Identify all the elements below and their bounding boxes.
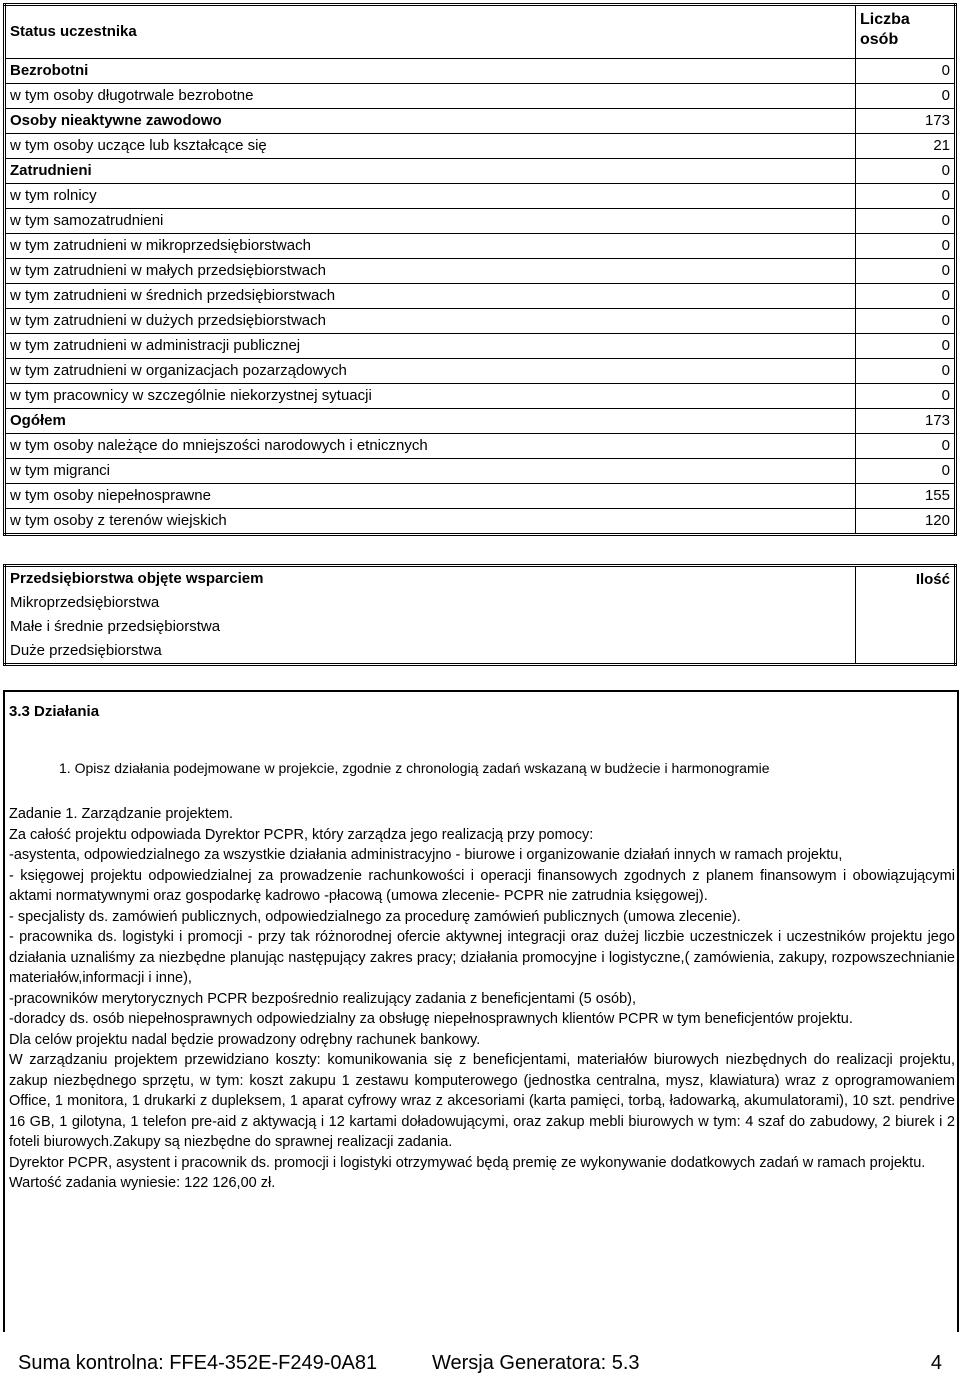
participant-count: 0 (856, 234, 956, 259)
table-row (5, 184, 956, 209)
participant-count: 173 (856, 409, 956, 434)
table-row (5, 284, 956, 309)
participant-count: 173 (856, 109, 956, 134)
enterprise-type: Mikroprzedsiębiorstwa (5, 591, 856, 615)
enterprises-table-header (5, 566, 956, 592)
table-row (5, 484, 956, 509)
col-quantity-header: Ilość (856, 566, 956, 665)
table-row (5, 591, 956, 615)
table-row (5, 109, 956, 134)
paragraph: Zadanie 1. Zarządzanie projektem. (9, 806, 234, 822)
section-body (9, 804, 955, 1194)
participant-count: 0 (856, 209, 956, 234)
paragraph: Za całość projektu odpowiada Dyrektor PCPR, który zarządza jego realizacją przy pomocy: (9, 826, 594, 843)
paragraph: Dyrektor PCPR, asystent i pracownik ds. promocji i logistyki otrzymywać będą premię ze wykonywanie dodatkowych zadań w ramach projektu. (9, 1154, 926, 1171)
table-row (5, 309, 956, 334)
participant-count: 0 (856, 434, 956, 459)
paragraph: - pracownika ds. logistyki i promocji - przy tak różnorodnej ofercie aktywnej integracji oraz dużej liczbie uczestniczek i uczestników projektu jego działania uznaliśmy za niezbędne planując następujący zakres pracy; działania promocyjne i logistyczne,( zamówienia, zakupy, rozpowszechnianie materiałów,informacji i inne), (9, 929, 955, 986)
page-number: 4 (930, 1352, 942, 1374)
generator-version: Wersja Generatora: 5.3 (432, 1352, 640, 1374)
participant-status: w tym zatrudnieni w małych przedsiębiorstwach (5, 259, 856, 284)
table-row (5, 334, 956, 359)
table-row (5, 639, 956, 665)
participant-count: 0 (856, 159, 956, 184)
participant-count: 0 (856, 84, 956, 109)
participant-status: w tym zatrudnieni w średnich przedsiębiorstwach (5, 284, 856, 309)
enterprise-type: Małe i średnie przedsiębiorstwa (5, 615, 856, 639)
table-row (5, 84, 956, 109)
table-row (5, 509, 956, 535)
table-row (5, 209, 956, 234)
paragraph: -doradcy ds. osób niepełnosprawnych odpowiedzialny za obsługę niepełnosprawnych klientów PCPR w tym beneficjentów projektu. (9, 1011, 853, 1027)
participant-count: 0 (856, 334, 956, 359)
table-row (5, 384, 956, 409)
paragraph: Wartość zadania wyniesie: 122 126,00 zł. (9, 1175, 276, 1191)
participant-status: w tym zatrudnieni w mikroprzedsiębiorstwach (5, 234, 856, 259)
participant-count: 0 (856, 459, 956, 484)
table-row (5, 159, 956, 184)
paragraph: - księgowej projektu odpowiedzialnej za prowadzenie rachunkowości i operacji finansowych zgodnych z planem finansowym i obowiązującymi aktami normatywnymi oraz gospodarkę kadrowo -płacową (umowa zlecenie- PCPR nie zatrudnia księgowej). (9, 867, 955, 904)
participant-count: 21 (856, 134, 956, 159)
participant-status: w tym rolnicy (5, 184, 856, 209)
participant-status: Bezrobotni (5, 59, 856, 84)
participant-count: 0 (856, 359, 956, 384)
table-row (5, 434, 956, 459)
enterprises-table (3, 564, 957, 666)
participant-count: 0 (856, 184, 956, 209)
paragraph: - specjalisty ds. zamówień publicznych, odpowiedzialnego za procedurę zamówień publicznych (umowa zlecenie). (9, 908, 741, 925)
checksum: Suma kontrolna: FFE4-352E-F249-0A81 (18, 1352, 378, 1374)
participant-status: w tym zatrudnieni w administracji publicznej (5, 334, 856, 359)
participant-status: w tym pracownicy w szczególnie niekorzystnej sytuacji (5, 384, 856, 409)
participant-status: w tym osoby z terenów wiejskich (5, 509, 856, 535)
participants-table-header (5, 5, 956, 59)
participant-status: w tym samozatrudnieni (5, 209, 856, 234)
participant-count: 155 (856, 484, 956, 509)
enterprise-type: Duże przedsiębiorstwa (5, 639, 856, 665)
paragraph: W zarządzaniu projektem przewidziano koszty: komunikowania się z beneficjentami, materiałów biurowych niezbędnych do realizacji projektu, zakup niezbędnego sprzętu, w tym: koszt zakupu 1 zestawu komputerowego (jednostka centralna, mysz, klawiatura) wraz z oprogramowaniem Office, 1 monitora, 1 drukarki z dupleksem, 1 aparat cyfrowy wraz z akcesoriami (karta pamięci, torbą, ładowarką, akumulatorami), 10 szt. pendrive 16 GB, 1 gilotyna, 1 telefon pre-aid z aktywacją i 12 kartami doładowującymi, oraz zakup mebli biurowych w tym: 4 szaf do zabudowy, 2 biurek i 2 foteli biurowych.Zakupy są niezbędne do sprawnej realizacji zadania. (9, 1052, 955, 1150)
section-question: 1. Opisz działania podejmowane w projekcie, zgodnie z chronologią zadań wskazaną w budżecie i harmonogramie (59, 760, 770, 776)
col-enterprises-header: Przedsiębiorstwa objęte wsparciem (5, 566, 856, 592)
actions-section (3, 690, 959, 1332)
participant-count: 120 (856, 509, 956, 535)
participant-status: w tym zatrudnieni w organizacjach pozarządowych (5, 359, 856, 384)
participant-count: 0 (856, 284, 956, 309)
table-row (5, 259, 956, 284)
section-title: 3.3 Działania (9, 703, 100, 720)
table-row (5, 359, 956, 384)
participant-status: w tym migranci (5, 459, 856, 484)
table-row (5, 409, 956, 434)
col-count-header: Liczba osób (856, 5, 956, 59)
participant-count: 0 (856, 259, 956, 284)
participant-count: 0 (856, 384, 956, 409)
participant-status: w tym osoby uczące lub kształcące się (5, 134, 856, 159)
participant-count: 0 (856, 59, 956, 84)
col-status-header: Status uczestnika (5, 5, 856, 59)
paragraph: Dla celów projektu nadal będzie prowadzony odrębny rachunek bankowy. (9, 1031, 481, 1048)
table-row (5, 234, 956, 259)
participant-status: Zatrudnieni (5, 159, 856, 184)
paragraph: -asystenta, odpowiedzialnego za wszystkie działania administracyjno - biurowe i organizowanie działań innych w ramach projektu, (9, 847, 843, 863)
table-row (5, 134, 956, 159)
participant-count: 0 (856, 309, 956, 334)
table-row (5, 59, 956, 84)
participants-table (3, 3, 957, 536)
participant-status: Ogółem (5, 409, 856, 434)
participant-status: Osoby nieaktywne zawodowo (5, 109, 856, 134)
participant-status: w tym osoby długotrwale bezrobotne (5, 84, 856, 109)
participant-status: w tym osoby należące do mniejszości narodowych i etnicznych (5, 434, 856, 459)
paragraph: -pracowników merytorycznych PCPR bezpośrednio realizujący zadania z beneficjentami (5 osób), (9, 990, 637, 1007)
table-row (5, 615, 956, 639)
participant-status: w tym osoby niepełnosprawne (5, 484, 856, 509)
table-row (5, 459, 956, 484)
participant-status: w tym zatrudnieni w dużych przedsiębiorstwach (5, 309, 856, 334)
